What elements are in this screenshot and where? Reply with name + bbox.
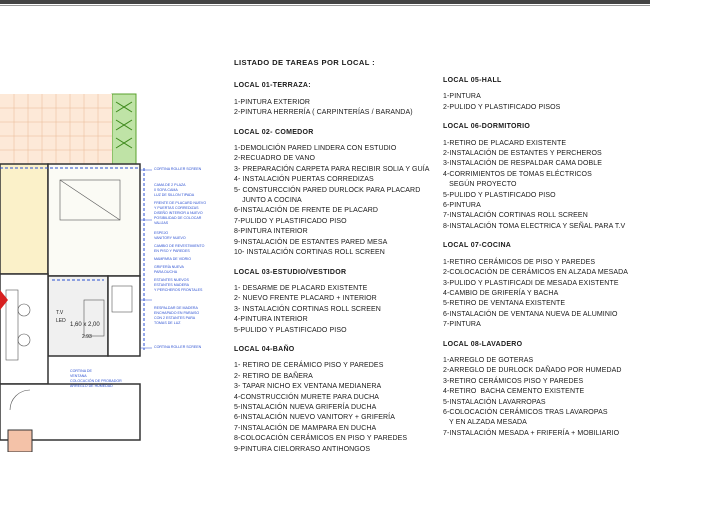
plan-annotation: FRENTE DE PLACARD NUEVO <box>154 201 207 205</box>
task-item: 6-INSTALACIÓN DE FRENTE DE PLACARD <box>234 207 379 215</box>
task-item: 4- INSTALACIÓN PUERTAS CORREDIZAS <box>234 176 374 184</box>
plan-annotation: EN PISO Y PAREDES <box>154 249 190 253</box>
task-item: 6-INSTALACIÓN NUEVO VANITORY + GRIFERÍA <box>234 414 395 422</box>
task-item: 6-PINTURA <box>443 202 481 210</box>
plan-annotation-bottom: VENTANA <box>70 374 87 378</box>
local-section-title: LOCAL 01-TERRAZA: <box>234 82 311 90</box>
plan-annotation: CAMA DE 2 PLAZA <box>154 183 186 187</box>
plan-annotation: 0 SOFA CAMA <box>154 188 178 192</box>
task-item: 2-PINTURA HERRERÍA ( CARPINTERÍAS / BARANDA) <box>234 109 413 117</box>
plan-annotation: ESTANTES MADERA <box>154 283 190 287</box>
task-item: Y EN ALZADA MESADA <box>443 419 527 427</box>
local-section-title: LOCAL 03-ESTUDIO/VESTIDOR <box>234 268 347 276</box>
task-item: 2- NUEVO FRENTE PLACARD + INTERIOR <box>234 295 377 303</box>
task-item: 3-PULIDO Y PLASTIFICADI DE MESADA EXISTENTE <box>443 279 619 287</box>
plan-annotation: DISEÑO INTERIOR A NUEVO <box>154 211 203 215</box>
task-item: 1-ARREGLO DE GOTERAS <box>443 356 534 364</box>
plan-annotation: VANITORY NUEVO <box>154 236 186 240</box>
plan-annotation: ENCHAPADO EN PARAISO <box>154 311 200 315</box>
task-item: 1- DESARME DE PLACARD EXISTENTE <box>234 284 368 292</box>
local-section <box>234 268 434 336</box>
plan-annotation-bottom: COLOCACIÓN DE PROBADOR <box>70 379 122 383</box>
task-item: 5-INSTALACIÓN NUEVA GRIFERÍA DUCHA <box>234 403 377 411</box>
local-section <box>234 345 434 455</box>
top-border-thin <box>0 5 650 6</box>
task-item: 2-INSTALACIÓN DE ESTANTES Y PERCHEROS <box>443 150 602 158</box>
room-size-label: 1,60 x 2,00 <box>70 322 100 328</box>
plan-annotation: POSIBILIDAD DE COLOCAR <box>154 216 202 220</box>
tv-label: T.V <box>56 310 64 316</box>
task-item: 3- PREPARACIÓN CARPETA PARA RECIBIR SOLIA Y GUÍA <box>234 165 430 173</box>
plan-annotation: GRIFERÍA NUEVA <box>154 265 184 269</box>
plan-annotation: CAMBIO DE REVESTIMIENTO <box>154 244 205 248</box>
task-item: 1-RETIRO CERÁMICOS DE PISO Y PAREDES <box>443 258 596 266</box>
task-item: SEGÚN PROYECTO <box>443 181 517 189</box>
local-section-title: LOCAL 05-HALL <box>443 77 502 84</box>
plan-annotation: ESTANTES NUEVOS <box>154 278 189 282</box>
local-section <box>443 241 653 330</box>
task-item: 3- TAPAR NICHO EX VENTANA MEDIANERA <box>234 383 382 391</box>
task-item: 2-PULIDO Y PLASTIFICADO PISOS <box>443 103 561 111</box>
plan-annotation: Y PUERTAS CORREDIZAS <box>154 206 199 210</box>
task-item: 3-INSTALACIÓN DE RESPALDAR CAMA DOBLE <box>443 160 603 168</box>
task-list-left <box>234 58 434 464</box>
task-item: 8-COLOCACIÓN CERÁMICOS EN PISO Y PAREDES <box>234 435 408 443</box>
local-section-title: LOCAL 08-LAVADERO <box>443 340 523 348</box>
task-item: 4-CONSTRUCCIÓN MURETE PARA DUCHA <box>234 393 380 401</box>
local-section-title: LOCAL 07-COCINA <box>443 242 512 250</box>
task-item: 9-INSTALACIÓN DE ESTANTES PARED MESA <box>234 238 388 246</box>
local-section <box>443 340 653 440</box>
task-item: 4-RETIRO BACHA CEMENTO EXISTENTE <box>443 388 585 396</box>
task-item: 2- RETIRO DE BAÑERA <box>234 372 313 380</box>
task-item: 1-PINTURA EXTERIOR <box>234 98 311 106</box>
task-item: JUNTO A COCINA <box>234 197 302 205</box>
task-item: 5-PULIDO Y PLASTIFICADO PISO <box>443 191 556 199</box>
task-item: 1-RETIRO DE PLACARD EXISTENTE <box>443 139 567 147</box>
plan-annotation: Y PERCHEROS FRONTALES <box>154 288 203 292</box>
plan-annotation-bottom: ARREGLO DE HUMEDAD <box>70 384 113 388</box>
task-item: 4-PINTURA INTERIOR <box>234 316 308 324</box>
plan-annotation: MAMPARA DE VIDRIO <box>154 257 192 261</box>
task-item: 5-PULIDO Y PLASTIFICADO PISO <box>234 326 347 334</box>
task-item: 3- INSTALACIÓN CORTINAS ROLL SCREEN <box>234 305 381 313</box>
plan-annotation: RESPALDAR DE MADERA <box>154 306 198 310</box>
local-section <box>443 76 653 113</box>
task-item: 8-INSTALACIÓN TOMA ELECTRICA Y SEÑAL PARA T.V <box>443 222 626 230</box>
plan-annotation: CORTINA ROLLER SCREEN <box>154 167 202 171</box>
task-item: 1-PINTURA <box>443 93 481 101</box>
plan-annotation: CON 2 ESTANTES PARA <box>154 316 196 320</box>
plan-annotation-bottom: CORTINA DE <box>70 369 92 373</box>
task-item: 10- INSTALACIÓN CORTINAS ROLL SCREEN <box>234 249 385 257</box>
task-item: 4-CAMBIO DE GRIFERÍA Y BACHA <box>443 289 559 297</box>
task-item: 9-PINTURA CIELORRASO ANTIHONGOS <box>234 445 371 453</box>
local-section <box>443 122 653 232</box>
task-item: 1-DEMOLICIÓN PARED LINDERA CON ESTUDIO <box>234 145 397 153</box>
room-dimension-label: 2.93 <box>82 334 92 340</box>
plan-annotation: VALIJAS <box>154 221 169 225</box>
task-item: 6-INSTALACIÓN DE VENTANA NUEVA DE ALUMINIO <box>443 310 618 318</box>
led-label: LED <box>56 318 66 324</box>
task-item: 7-INSTALACIÓN CORTINAS ROLL SCREEN <box>443 212 588 220</box>
local-section <box>234 128 434 259</box>
task-item: 5- CONSTURCCIÓN PARED DURLOCK PARA PLACARD <box>234 186 421 194</box>
local-section-title: LOCAL 02- COMEDOR <box>234 128 314 136</box>
top-border <box>0 0 650 4</box>
plan-annotation: CORTINA ROLLER SCREEN <box>154 345 202 349</box>
local-section <box>234 81 434 118</box>
task-item: 5-INSTALACIÓN LAVARROPAS <box>443 398 546 406</box>
plan-annotation: ESPEJO <box>154 231 169 235</box>
task-item: 7-INSTALACIÓN DE MAMPARA EN DUCHA <box>234 424 377 432</box>
task-item: 6-COLOCACIÓN CERÁMICOS TRAS LAVAROPAS <box>443 408 608 416</box>
task-item: 7-PULIDO Y PLASTIFICADO PISO <box>234 217 347 225</box>
task-item: 2-COLOCACIÓN DE CERÁMICOS EN ALZADA MESADA <box>443 269 629 277</box>
task-item: 3-RETIRO CERÁMICOS PISO Y PAREDES <box>443 377 584 385</box>
plan-annotation: PARA DUCHA <box>154 270 178 274</box>
task-item: 1- RETIRO DE CERÁMICO PISO Y PAREDES <box>234 362 384 370</box>
local-section-title: LOCAL 06-DORMITORIO <box>443 123 531 131</box>
task-item: 4-CORRIMIENTOS DE TOMAS ELÉCTRICOS <box>443 170 592 178</box>
task-item: 2-RECUADRO DE VANO <box>234 155 316 163</box>
task-list-right <box>443 76 653 448</box>
document-title: LISTADO DE TAREAS POR LOCAL : <box>234 58 376 67</box>
task-item: 7-PINTURA <box>443 321 481 329</box>
task-item: 7-INSTALACIÓN MESADA + FRIFERÍA + MOBILIARIO <box>443 429 620 437</box>
local-section-title: LOCAL 04-BAÑO <box>234 345 295 353</box>
floor-plan <box>0 90 212 452</box>
task-item: 2-ARREGLO DE DURLOCK DAÑADO POR HUMEDAD <box>443 367 622 375</box>
task-item: 8-PINTURA INTERIOR <box>234 228 308 236</box>
plan-annotation: LUZ DE SILLON TIPADA <box>154 193 195 197</box>
task-item: 5-RETIRO DE VENTANA EXISTENTE <box>443 300 566 308</box>
plan-annotation: TOMAS DE LUZ <box>154 321 181 325</box>
